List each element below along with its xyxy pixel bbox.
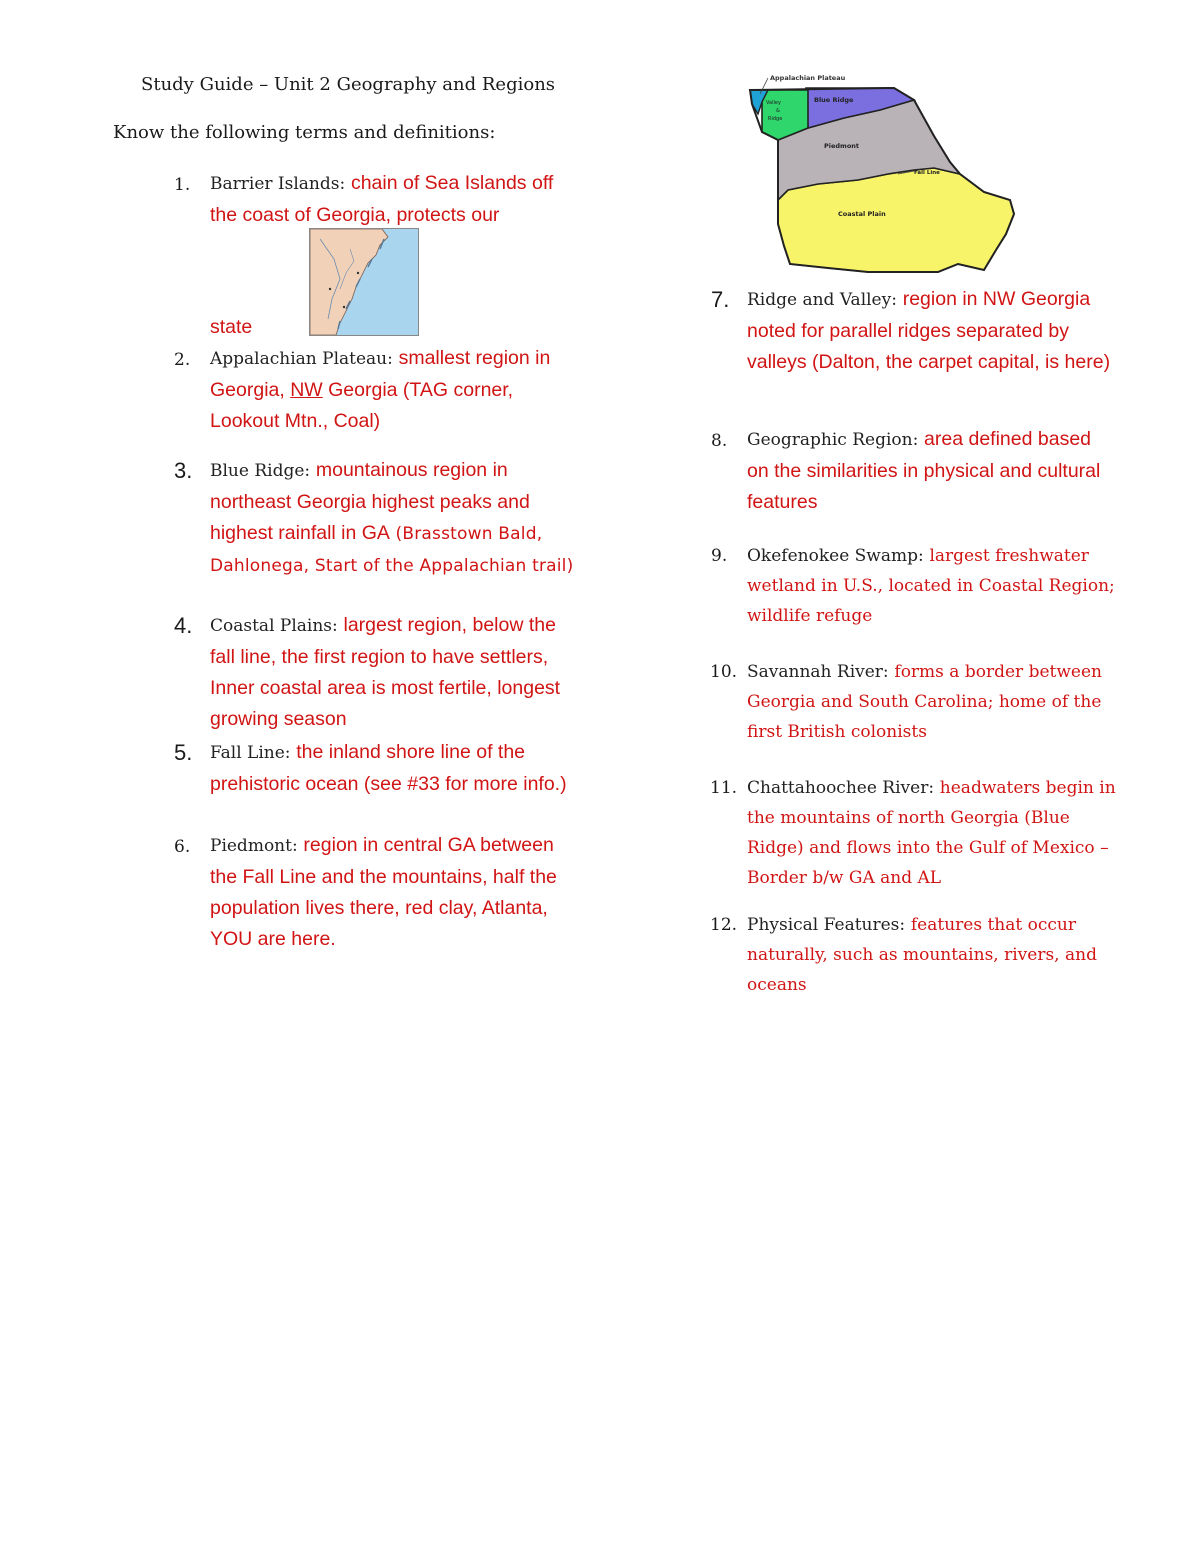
item-number: 4.: [174, 613, 193, 638]
term-label: Ridge and Valley:: [747, 290, 897, 310]
term-definition: area defined based on the similarities in physical and cultural features: [747, 428, 1101, 513]
item-number: 2.: [174, 350, 191, 370]
map-label-ridge-valley-3: Ridge: [768, 116, 783, 122]
item-number: 5.: [174, 740, 193, 765]
term-definition-examples: (Brasstown Bald, Dahlonega, Start of the Appalachian trail): [210, 524, 574, 576]
map-label-coastal-plain: Coastal Plain: [838, 210, 886, 218]
page-title: Study Guide – Unit 2 Geography and Regions: [141, 74, 556, 95]
item-number: 7.: [711, 287, 730, 312]
item-number: 6.: [174, 837, 191, 857]
term-item-fall-line: [174, 737, 580, 800]
term-definition: region in NW Georgia noted for parallel ridges separated by valleys (Dalton, the carpet capital, is here): [747, 288, 1111, 373]
term-label: Barrier Islands:: [210, 174, 346, 194]
item-number: 11.: [710, 778, 738, 798]
map-label-fall-line: Fall Line: [914, 170, 940, 176]
term-definition: forms a border between Georgia and South Carolina; home of the first British colonists: [747, 662, 1102, 742]
term-definition: headwaters begin in the mountains of north Georgia (Blue Ridge) and flows into the Gulf of Mexico – Border b/w GA and AL: [747, 778, 1116, 888]
term-item-appalachian-plateau: [174, 343, 580, 437]
item-number: 3.: [174, 458, 193, 483]
term-item-ridge-and-valley: [711, 284, 1117, 378]
term-label: Piedmont:: [210, 836, 298, 856]
term-label: Blue Ridge:: [210, 461, 311, 481]
item-number: 9.: [711, 546, 728, 566]
page-subtitle: Know the following terms and definitions:: [113, 122, 496, 143]
term-definition-underlined: NW: [290, 379, 323, 401]
term-definition: chain of Sea Islands off the coast of Georgia, protects our: [210, 172, 554, 226]
map-label-ridge-valley-1: Valley: [766, 100, 781, 106]
term-definition: the inland shore line of the prehistoric ocean (see #33 for more info.): [210, 741, 567, 795]
term-item-savannah-river: [710, 657, 1117, 747]
term-item-physical-features: [710, 910, 1117, 1000]
term-label: Coastal Plains:: [210, 616, 338, 636]
term-definition: mountainous region in northeast Georgia highest peaks and highest rainfall in GA: [210, 459, 530, 544]
term-item-coastal-plains: [174, 610, 580, 735]
item-number: 10.: [710, 662, 738, 682]
map-label-piedmont: Piedmont: [824, 142, 860, 150]
coast-map-image: [309, 228, 419, 336]
term-definition: features that occur naturally, such as mountains, rivers, and oceans: [747, 915, 1097, 995]
term-label: Physical Features:: [747, 915, 906, 935]
term-definition: largest region, below the fall line, the first region to have settlers, Inner coastal area is most fertile, longest growing season: [210, 614, 561, 730]
term-label: Appalachian Plateau:: [210, 349, 393, 369]
term-label: Okefenokee Swamp:: [747, 546, 924, 566]
term-label: Fall Line:: [210, 743, 291, 763]
item-number: 12.: [710, 915, 738, 935]
term-label: Geographic Region:: [747, 430, 919, 450]
map-label-ridge-valley-2: &: [776, 108, 780, 114]
item-number: 8.: [711, 431, 728, 451]
term-definition-cont: state: [210, 316, 253, 338]
term-item-okefenokee-swamp: [711, 541, 1117, 631]
term-item-piedmont: [174, 830, 580, 955]
term-item-chattahoochee-river: [710, 773, 1117, 893]
georgia-regions-map: [748, 74, 1018, 276]
map-label-blue-ridge: Blue Ridge: [814, 96, 854, 104]
term-definition-rest: Georgia (TAG corner, Lookout Mtn., Coal): [210, 379, 514, 432]
term-definition: largest freshwater wetland in U.S., located in Coastal Region; wildlife refuge: [747, 546, 1115, 626]
item-number: 1.: [174, 175, 191, 195]
term-definition: smallest region in Georgia,: [210, 347, 551, 401]
term-item-blue-ridge: [174, 455, 580, 582]
term-label: Chattahoochee River:: [747, 778, 935, 798]
term-item-geographic-region: [711, 424, 1117, 518]
term-label: Savannah River:: [747, 662, 889, 682]
map-label-appalachian: Appalachian Plateau: [770, 74, 846, 82]
term-definition: region in central GA between the Fall Line and the mountains, half the population lives there, red clay, Atlanta, YOU are here.: [210, 834, 557, 950]
